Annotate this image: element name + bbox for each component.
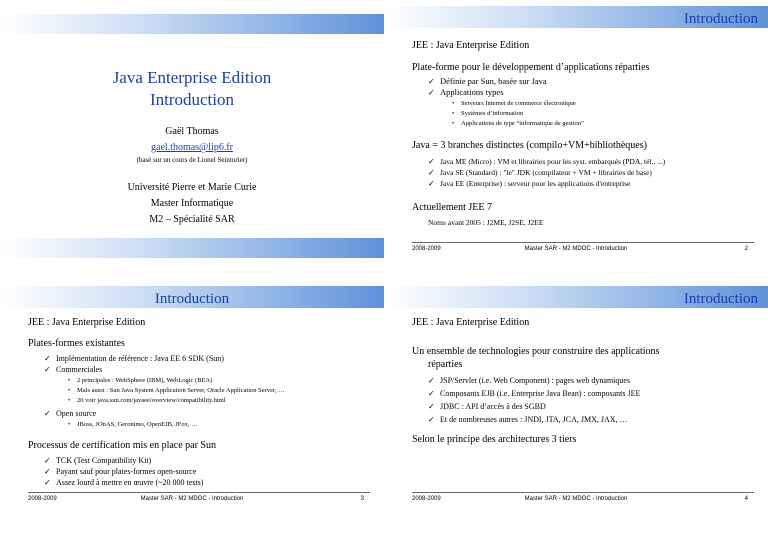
list-item: ✓ Composants EJB (i.e. Enterprise Java Bean) : composants JEE: [428, 387, 640, 400]
checklist-java-branches: [428, 156, 665, 189]
checklist-technologies: [428, 374, 640, 426]
heading-technologies-cont: réparties: [428, 359, 463, 370]
slide-subtitle: JEE : Java Enterprise Edition: [412, 317, 530, 328]
slide-title: Introduction: [683, 11, 758, 27]
list-item: ✓ Java SE (Standard) : "le" JDK (compilateur + VM + librairies de base): [428, 167, 665, 178]
slide-subtitle: JEE : Java Enterprise Edition: [412, 40, 530, 51]
footer-year: 2008-2009: [412, 496, 441, 502]
footer-page-number: 2: [744, 246, 748, 252]
checklist-platform: [428, 76, 547, 98]
footer-divider: [28, 492, 370, 493]
heading-certification: Processus de certification mis en place par Sun: [28, 440, 216, 451]
list-item: ✓ JDBC : API d’accès à des SGBD: [428, 400, 640, 413]
footer-page-number: 4: [744, 496, 748, 502]
list-item: • 20 voir java.sun.com/javaee/overview/compatibility.html: [68, 396, 285, 406]
master-name: Master Informatique: [150, 198, 234, 209]
slide-2: [384, 0, 768, 271]
slide-4: [384, 272, 768, 543]
list-item: ✓ Assez lourd à mettre en œuvre (~20 000 tests): [44, 477, 203, 488]
bullet-list-open-source: [68, 420, 198, 430]
heading-current-version: Actuellement JEE 7: [412, 202, 492, 213]
footer-year: 2008-2009: [28, 496, 57, 502]
presentation-title: Java Enterprise Edition: [112, 68, 272, 87]
slide-footer: [384, 496, 768, 508]
heading-three-tier: Selon le principe des architectures 3 tiers: [412, 434, 577, 445]
footer-divider: [412, 492, 754, 493]
bullet-list-app-types: [452, 99, 584, 129]
list-item: ✓ Commerciales: [44, 364, 224, 375]
footer-divider: [412, 242, 754, 243]
list-item: ✓ TCK (Test Compatibility Kit): [44, 455, 203, 466]
checklist-certification: [44, 455, 203, 488]
credit-note: (basé sur un cours de Lionel Seinturier): [136, 156, 248, 164]
bullet-list-commercial: [68, 376, 285, 406]
list-item: ✓ Java EE (Enterprise) : serveur pour les applications d'entreprise: [428, 178, 665, 189]
list-item: ✓ Java ME (Micro) : VM et librairies pour les syst. embarqués (PDA, tél., ...): [428, 156, 665, 167]
specialty-name: M2 – Spécialité SAR: [149, 214, 235, 225]
slide-title: Introduction: [154, 291, 230, 307]
footer-course: Master SAR - M2 MDOC - Introduction: [524, 496, 628, 502]
slide-subtitle: JEE : Java Enterprise Edition: [28, 317, 146, 328]
slide-footer: [384, 246, 768, 258]
slide-footer: [0, 496, 384, 508]
list-item: • Applications de type “informatique de gestion”: [452, 119, 584, 129]
list-item: • Serveurs Internet de commerce électronique: [452, 99, 584, 109]
list-item: ✓ Et de nombreuses autres : JNDI, JTA, JCA, JMX, JAX, …: [428, 413, 640, 426]
list-item: • 2 principales : WebSphere (IBM), WebLogic (BEA): [68, 376, 285, 386]
heading-platforms: Plates-formes existantes: [28, 338, 125, 349]
presentation-subtitle: Introduction: [149, 90, 235, 109]
footer-course: Master SAR - M2 MDOC - Introduction: [140, 496, 244, 502]
list-item: • Systèmes d’information: [452, 109, 584, 119]
list-item: ✓ Open source: [44, 408, 96, 419]
checklist-platforms: [44, 353, 224, 375]
heading-technologies: Un ensemble de technologies pour construire des applications: [412, 346, 660, 357]
heading-platform: Plate-forme pour le développement d’applications réparties: [412, 62, 650, 73]
list-item: ✓ Applications types: [428, 87, 547, 98]
list-item: • JBoss, JOnAS, Geronimo, OpenEJB, JFox, …: [68, 420, 198, 430]
footer-year: 2008-2009: [412, 246, 441, 252]
university-name: Université Pierre et Marie Curie: [127, 182, 257, 193]
list-item: • Mais aussi : Sun Java System Application Server, Oracle Application Server, …: [68, 386, 285, 396]
author-email-link[interactable]: gael.thomas@lip6.fr: [151, 142, 233, 153]
old-names-note: Noms avant 2005 : J2ME, J2SE, J2EE: [428, 218, 544, 227]
list-item: ✓ JSP/Servlet (i.e. Web Component) : pages web dynamiques: [428, 374, 640, 387]
list-item: ✓ Définie par Sun, basée sur Java: [428, 76, 547, 87]
slide-title: Introduction: [683, 291, 758, 307]
bottom-gradient-bar: [0, 238, 384, 258]
footer-page-number: 3: [360, 496, 364, 502]
slide-3: [0, 272, 384, 543]
slide-1: [0, 0, 384, 271]
checklist-open-source: [44, 408, 96, 419]
list-item: ✓ Implémentation de référence : Java EE 6 SDK (Sun): [44, 353, 224, 364]
title-gradient-bar: [0, 14, 384, 34]
author-name: Gaël Thomas: [165, 126, 219, 137]
heading-java-branches: Java = 3 branches distinctes (compilo+VM+bibliothèques): [412, 140, 647, 151]
footer-course: Master SAR - M2 MDOC - Introduction: [524, 246, 628, 252]
list-item: ✓ Payant sauf pour plates-formes open-source: [44, 466, 203, 477]
